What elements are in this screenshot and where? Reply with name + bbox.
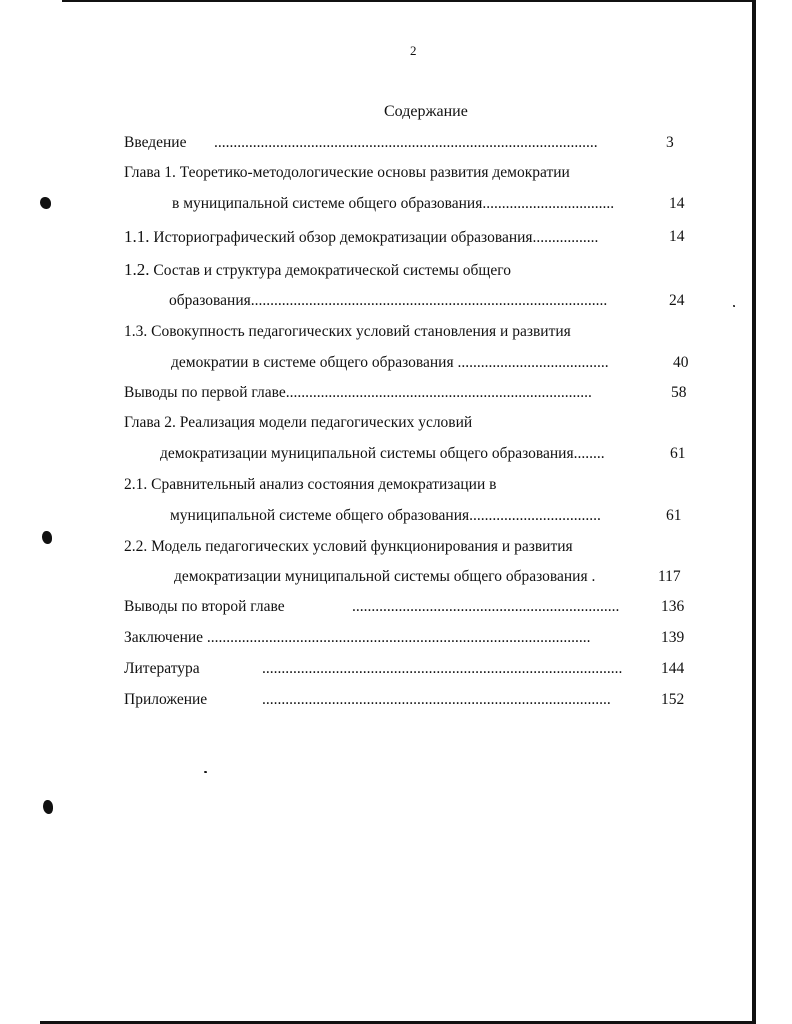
toc-entry-chapter1-cont (172, 195, 614, 213)
toc-page-number: 152 (661, 691, 685, 708)
scan-right-edge-line (752, 0, 756, 1024)
toc-page-number: 40 (673, 354, 689, 371)
toc-heading: Содержание (384, 103, 468, 120)
toc-leader: ............................................................................... (285, 384, 592, 401)
toc-page-number: 117 (658, 568, 681, 585)
toc-leader: .......................................................................................... (262, 691, 611, 708)
toc-section-number: 1.2. (124, 260, 150, 279)
toc-page-number: 139 (661, 629, 685, 646)
toc-page-number: 14 (669, 195, 685, 212)
toc-entry-label: в муниципальной системе общего образования (172, 195, 483, 212)
toc-leader: .................................. (469, 507, 601, 524)
toc-leader: ............................................................................................. (262, 660, 623, 677)
toc-entry-chapter1: Глава 1. Теоретико-методологические основы развития демократии (124, 164, 570, 181)
toc-entry-section-1-2 (124, 261, 511, 280)
toc-leader: ........ (573, 445, 605, 462)
page-number: 2 (410, 43, 417, 58)
binding-hole-mark (43, 800, 53, 814)
toc-leader: ................................................................................................... (214, 134, 598, 151)
toc-page-number: 3 (666, 134, 674, 151)
toc-entry-section-1-1 (124, 228, 598, 247)
toc-entry-section-1-3-cont (171, 354, 609, 372)
toc-page-number: 61 (666, 507, 682, 524)
toc-entry-literature: Литература (124, 660, 200, 677)
toc-entry-label: Заключение (124, 629, 204, 646)
toc-entry-conclusions-1 (124, 384, 592, 402)
binding-hole-mark (42, 531, 52, 544)
toc-entry-label: демократизации муниципальной системы общего образования (160, 445, 574, 462)
toc-page-number: 58 (671, 384, 687, 401)
toc-entry-section-2-1-cont (170, 507, 601, 525)
toc-entry-label: Состав и структура демократической системы общего (153, 262, 511, 279)
toc-entry-label: Введение (124, 134, 187, 151)
toc-entry-section-2-1: 2.1. Сравнительный анализ состояния демократизации в (124, 476, 497, 493)
toc-entry-label: Выводы по первой главе (124, 384, 286, 401)
toc-entry-label: демократизации муниципальной системы общего образования (174, 568, 588, 585)
toc-entry-label: муниципальной системе общего образования (170, 507, 470, 524)
toc-leader: ..................................................................... (352, 598, 620, 615)
toc-page-number: 136 (661, 598, 685, 615)
toc-entry-section-2-2: 2.2. Модель педагогических условий функционирования и развития (124, 538, 573, 555)
toc-entry-intro (124, 134, 186, 152)
toc-page-number: 144 (661, 660, 685, 677)
toc-leader: .................................. (482, 195, 615, 212)
toc-entry-chapter2: Глава 2. Реализация модели педагогических условий (124, 414, 473, 431)
speck-mark (204, 771, 207, 773)
toc-entry-label: образования (169, 292, 251, 309)
toc-page-number: 14 (669, 228, 685, 245)
toc-page-number: 24 (669, 292, 685, 309)
scan-top-edge-line (62, 0, 752, 2)
toc-entry-section-1-2-cont (169, 292, 607, 310)
toc-entry-appendix: Приложение (124, 691, 208, 708)
toc-entry-conclusion (124, 629, 591, 647)
toc-entry-chapter2-cont (160, 445, 605, 463)
toc-leader: ................................................................................................... (206, 629, 591, 646)
toc-entry-label: демократии в системе общего образования (171, 354, 454, 371)
toc-leader: ....................................... (457, 354, 609, 371)
toc-leader: . (591, 568, 596, 585)
toc-entry-section-2-2-cont (174, 568, 595, 586)
toc-entry-conclusions-2: Выводы по второй главе (124, 598, 285, 615)
toc-page-number: 61 (670, 445, 686, 462)
toc-entry-section-1-3: 1.3. Совокупность педагогических условий становления и развития (124, 323, 571, 340)
toc-section-number: 1.1. (124, 227, 150, 246)
toc-entry-label: Историографический обзор демократизации образования (153, 229, 533, 246)
speck-mark (733, 305, 735, 307)
toc-leader: ................. (532, 229, 599, 246)
binding-hole-mark (40, 197, 51, 209)
toc-leader: ............................................................................................ (250, 292, 608, 309)
